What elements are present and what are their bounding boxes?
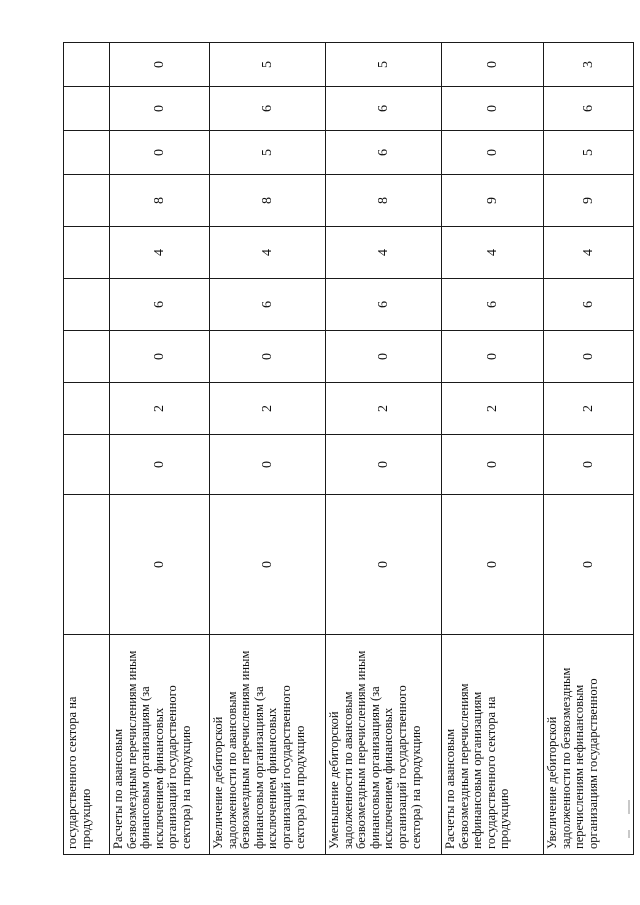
code-digit-cell: 2 — [210, 383, 326, 435]
code-digit-cell: 0 — [544, 435, 634, 495]
table-row — [326, 43, 442, 855]
code-digit-cell — [64, 435, 110, 495]
code-digit-cell: 0 — [442, 435, 544, 495]
code-digit-cell: 0 — [442, 495, 544, 635]
code-digit-cell — [64, 87, 110, 131]
code-digit-cell: 0 — [544, 495, 634, 635]
scan-artifact — [628, 800, 630, 814]
row-label-cell: Расчеты по авансовым безвозмездным перечислениям нефинансовым организациям государственного сектора на продукцию — [442, 635, 544, 855]
code-digit-cell: 8 — [110, 175, 210, 227]
code-digit-cell: 0 — [442, 331, 544, 383]
account-codes-table — [63, 42, 634, 855]
code-digit-cell: 6 — [326, 87, 442, 131]
code-digit-cell: 2 — [442, 383, 544, 435]
code-digit-cell: 0 — [326, 331, 442, 383]
row-label-cell: Уменьшение дебиторской задолженности по авансовым безвозмездным перечислениям иным финансовым организациям (за исключением финансовых организаций государственного сектора) на продукцию — [326, 635, 442, 855]
code-digit-cell: 4 — [210, 227, 326, 279]
code-digit-cell: 0 — [442, 87, 544, 131]
code-digit-cell — [64, 331, 110, 383]
code-digit-cell: 0 — [326, 495, 442, 635]
code-digit-cell: 0 — [210, 331, 326, 383]
code-digit-cell — [64, 495, 110, 635]
code-digit-cell: 0 — [110, 131, 210, 175]
code-digit-cell: 2 — [544, 383, 634, 435]
code-digit-cell: 0 — [110, 87, 210, 131]
code-digit-cell: 4 — [544, 227, 634, 279]
row-label-cell: государственного сектора на продукцию — [64, 635, 110, 855]
code-digit-cell: 4 — [110, 227, 210, 279]
code-digit-cell: 6 — [326, 131, 442, 175]
code-digit-cell — [64, 131, 110, 175]
code-digit-cell: 0 — [210, 495, 326, 635]
code-digit-cell: 6 — [544, 87, 634, 131]
code-digit-cell: 4 — [326, 227, 442, 279]
code-digit-cell: 6 — [210, 279, 326, 331]
code-digit-cell: 5 — [326, 43, 442, 87]
code-digit-cell: 6 — [210, 87, 326, 131]
code-digit-cell: 0 — [110, 495, 210, 635]
code-digit-cell: 8 — [210, 175, 326, 227]
code-digit-cell: 4 — [442, 227, 544, 279]
code-digit-cell — [64, 43, 110, 87]
code-digit-cell: 9 — [442, 175, 544, 227]
code-digit-cell: 0 — [110, 331, 210, 383]
code-digit-cell: 0 — [110, 435, 210, 495]
row-label-cell: Увеличение дебиторской задолженности по безвозмездным перечислениям нефинансовым организациям государственного — [544, 635, 634, 855]
code-digit-cell: 0 — [442, 43, 544, 87]
table-row — [210, 43, 326, 855]
code-digit-cell: 0 — [210, 435, 326, 495]
code-digit-cell: 6 — [544, 279, 634, 331]
table-row — [64, 43, 110, 855]
code-digit-cell: 9 — [544, 175, 634, 227]
code-digit-cell: 2 — [110, 383, 210, 435]
code-digit-cell: 5 — [210, 43, 326, 87]
code-digit-cell: 8 — [326, 175, 442, 227]
code-digit-cell — [64, 279, 110, 331]
code-digit-cell — [64, 227, 110, 279]
code-digit-cell — [64, 383, 110, 435]
table-row — [110, 43, 210, 855]
table-row — [442, 43, 544, 855]
code-digit-cell: 5 — [210, 131, 326, 175]
code-digit-cell — [64, 175, 110, 227]
scan-artifact — [628, 830, 630, 838]
row-label-cell: Увеличение дебиторской задолженности по авансовым безвозмездным перечислениям иным финансовым организациям (за исключением финансовых организаций государственного сектора) на продукцию — [210, 635, 326, 855]
table-row — [544, 43, 634, 855]
code-digit-cell: 3 — [544, 43, 634, 87]
code-digit-cell: 6 — [442, 279, 544, 331]
code-digit-cell: 6 — [326, 279, 442, 331]
code-digit-cell: 0 — [442, 131, 544, 175]
code-digit-cell: 5 — [544, 131, 634, 175]
row-label-cell: Расчеты по авансовым безвозмездным перечислениям иным финансовым организациям (за исключением финансовых организаций государственного сектора) на продукцию — [110, 635, 210, 855]
code-digit-cell: 2 — [326, 383, 442, 435]
code-digit-cell: 0 — [544, 331, 634, 383]
rotated-page — [0, 43, 640, 905]
code-digit-cell: 0 — [326, 435, 442, 495]
code-digit-cell: 6 — [110, 279, 210, 331]
code-digit-cell: 0 — [110, 43, 210, 87]
